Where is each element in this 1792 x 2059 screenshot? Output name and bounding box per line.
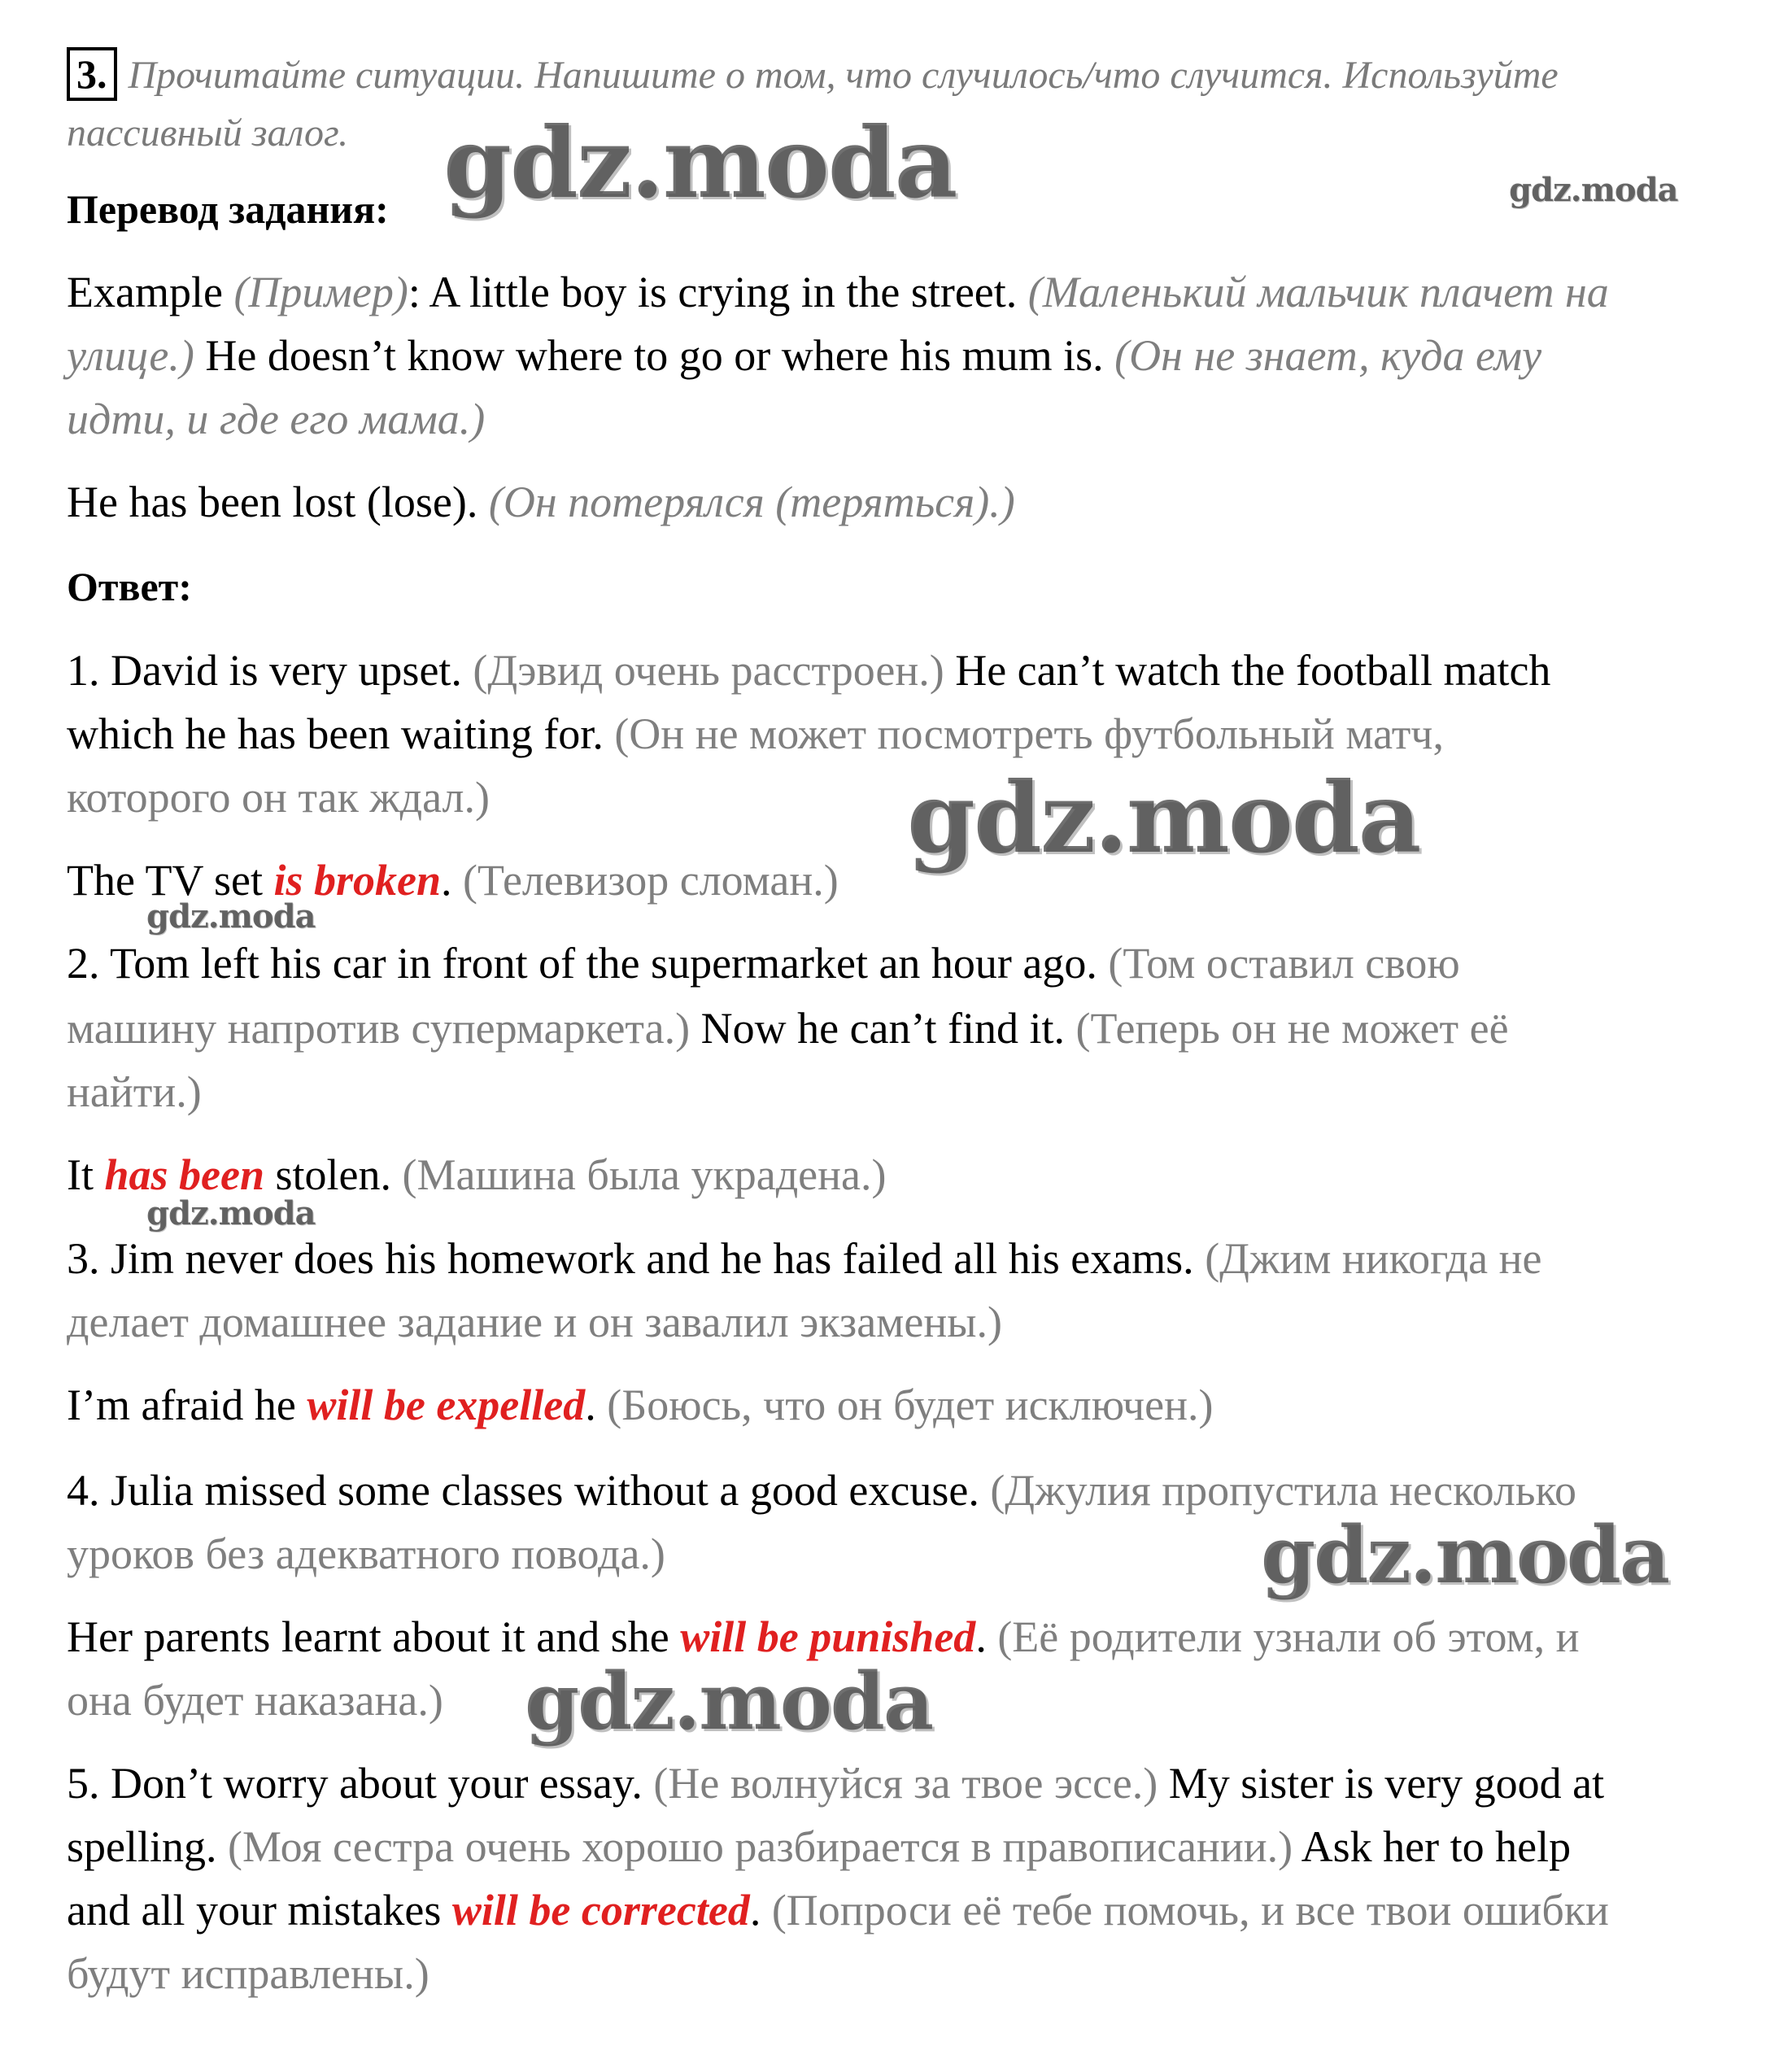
- example-line-1: Example (Пример): A little boy is crying in the street. (Маленький мальчик плачет на: [67, 268, 1609, 316]
- item-2-line-3: найти.): [67, 1067, 202, 1116]
- item-4-answer: Her parents learnt about it and she will be punished. (Её родители узнали об этом, и: [67, 1612, 1580, 1661]
- task-instruction-text: Прочитайте ситуации. Напишите о том, что случилось/что случится. Используйте: [128, 54, 1559, 97]
- watermark-logo: gdz.moda: [146, 1194, 316, 1232]
- answer-highlight: will be corrected: [451, 1886, 750, 1935]
- item-3-answer: I’m afraid he will be expelled. (Боюсь, что он будет исключен.): [67, 1381, 1214, 1429]
- answer-heading: Ответ:: [67, 564, 192, 609]
- translation-heading: Перевод задания:: [67, 186, 389, 232]
- watermark-logo: gdz.moda: [1261, 1509, 1669, 1601]
- task-instruction-line-1: [67, 47, 1559, 101]
- item-5-line-2: spelling. (Моя сестра очень хорошо разбирается в правописании.) Ask her to help: [67, 1822, 1572, 1871]
- example-line-2: улице.) He doesn’t know where to go or where his mum is. (Он не знает, куда ему: [67, 331, 1542, 380]
- example-answer: He has been lost (lose). (Он потерялся (теряться).): [67, 478, 1015, 526]
- item-2-line-1: 2. Tom left his car in front of the supermarket an hour ago. (Том оставил свою: [67, 939, 1460, 988]
- answer-highlight: will be expelled: [307, 1381, 586, 1429]
- item-1-answer: The TV set is broken. (Телевизор сломан.): [67, 856, 839, 905]
- item-4-answer-line-2: она будет наказана.): [67, 1676, 443, 1725]
- watermark-logo: gdz.moda: [907, 761, 1420, 875]
- item-5-line-1: 5. Don’t worry about your essay. (Не волнуйся за твое эссе.) My sister is very good at: [67, 1759, 1605, 1808]
- answer-highlight: is broken: [273, 856, 442, 905]
- item-4-line-2: уроков без адекватного повода.): [67, 1529, 665, 1578]
- task-instruction-line-2: пассивный залог.: [67, 111, 349, 155]
- watermark-logo: gdz.moda: [525, 1655, 933, 1747]
- task-number-box: 3.: [67, 47, 117, 101]
- watermark-logo: gdz.moda: [1509, 171, 1678, 209]
- item-5-line-3: and all your mistakes will be corrected. (Попроси её тебе помочь, и все твои ошибки: [67, 1886, 1609, 1935]
- example-label: Example: [67, 268, 223, 316]
- answer-highlight: will be punished: [680, 1612, 976, 1661]
- watermark-logo: gdz.moda: [443, 106, 957, 220]
- item-2-line-2: машину напротив супермаркета.) Now he can’t find it. (Теперь он не может её: [67, 1004, 1509, 1053]
- item-1-line-3: которого он так ждал.): [67, 773, 490, 822]
- item-5-line-4: будут исправлены.): [67, 1949, 429, 1998]
- item-2-answer: It has been stolen. (Машина была украдена.): [67, 1150, 887, 1199]
- watermark-logo: gdz.moda: [146, 897, 316, 936]
- item-4-line-1: 4. Julia missed some classes without a good excuse. (Джулия пропустила несколько: [67, 1466, 1576, 1515]
- item-1-line-1: 1. David is very upset. (Дэвид очень расстроен.) He can’t watch the football match: [67, 646, 1551, 695]
- answer-highlight: has been: [104, 1150, 265, 1199]
- item-1-line-2: which he has been waiting for. (Он не может посмотреть футбольный матч,: [67, 709, 1444, 758]
- item-3-line-2: делает домашнее задание и он завалил экзамены.): [67, 1298, 1002, 1346]
- example-line-3: идти, и где его мама.): [67, 395, 486, 443]
- item-3-line-1: 3. Jim never does his homework and he has failed all his exams. (Джим никогда не: [67, 1234, 1542, 1283]
